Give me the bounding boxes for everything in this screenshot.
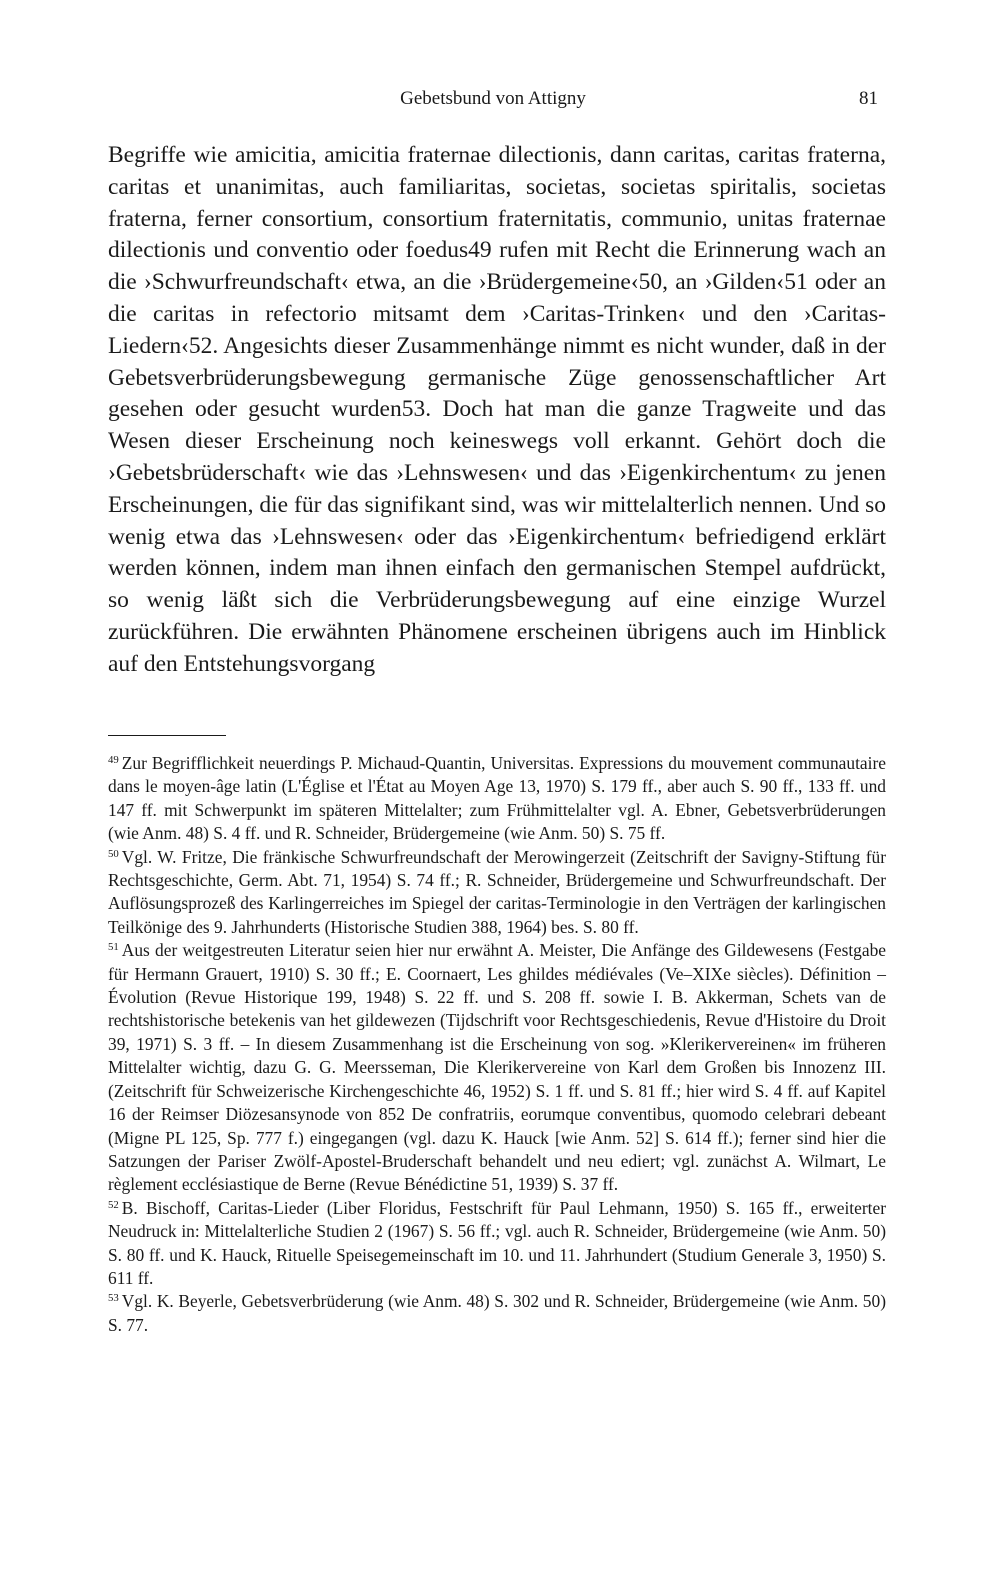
- footnote-rule: [108, 735, 226, 736]
- footnote-text: Vgl. K. Beyerle, Gebetsverbrüderung (wie Anm. 48) S. 302 und R. Schneider, Brüdergemeine (wie Anm. 50) S. 77.: [108, 1291, 886, 1335]
- footnote-number: 51: [108, 941, 119, 954]
- main-text: Begriffe wie amicitia, amicitia fraternae dilectionis, dann caritas, caritas fraterna, caritas et unanimitas, auch familiaritas, societas, societas spiritalis, societas fraterna, ferner consortium, consortium fraternitatis, communio, unitas fraternae dilectionis und conventio oder foedus49 rufen mit Recht die Erinnerung wach an die ›Schwurfreundschaft‹ etwa, an die ›Brüdergemeine‹50, an ›Gilden‹51 oder an die caritas in refectorio mitsamt dem ›Caritas-Trinken‹ und den ›Caritas-Liedern‹52. Angesichts dieser Zusammenhänge nimmt es nicht wunder, daß in der Gebetsverbrüderungsbewegung germanische Züge genossenschaftlicher Art gesehen oder gesucht wurden53. Doch hat man die ganze Tragweite und das Wesen dieser Erscheinung noch keineswegs voll erkannt. Gehört doch die ›Gebetsbrüderschaft‹ wie das ›Lehnswesen‹ und das ›Eigenkirchentum‹ zu jenen Erscheinungen, die für das signifikant sind, was wir mittelalterlich nennen. Und so wenig etwa das ›Lehnswesen‹ oder das ›Eigenkirchentum‹ befriedigend erklärt werden können, indem man ihnen einfach den germanischen Stempel aufdrückt, so wenig läßt sich die Verbrüderungsbewegung auf eine einzige Wurzel zurückführen. Die erwähnten Phänomene erscheinen übrigens auch im Hinblick auf den Entstehungsvorgang: [108, 142, 886, 677]
- footnote-49: [108, 752, 886, 846]
- footnote-51: [108, 939, 886, 1196]
- footnote-text: Zur Begrifflichkeit neuerdings P. Michaud-Quantin, Universitas. Expressions du mouvement communautaire dans le moyen-âge latin (L'Église et l'État au Moyen Age 13, 1970) S. 179 ff., aber auch S. 90 ff., 133 ff. und 147 ff. mit Schwerpunkt im späteren Mittelalter; zum Frühmittelalter vgl. A. Ebner, Gebetsverbrüderungen (wie Anm. 48) S. 4 ff. und R. Schneider, Brüdergemeine (wie Anm. 50) S. 75 ff.: [108, 753, 886, 844]
- footnote-number: 53: [108, 1292, 119, 1305]
- footnotes: [108, 752, 886, 1337]
- footnote-number: 49: [108, 754, 119, 767]
- footnote-text: B. Bischoff, Caritas-Lieder (Liber Floridus, Festschrift für Paul Lehmann, 1950) S. 165 ff., erweiterter Neudruck in: Mittelalterliche Studien 2 (1967) S. 56 ff.; vgl. auch R. Schneider, Brüdergemeine (wie Anm. 50) S. 80 ff. und K. Hauck, Rituelle Speisegemeinschaft im 10. und 11. Jahrhundert (Studium Generale 3, 1950) S. 611 ff.: [108, 1197, 886, 1288]
- footnote-53: [108, 1290, 886, 1337]
- running-title: Gebetsbund von Attigny: [400, 88, 586, 109]
- footnote-text: Vgl. W. Fritze, Die fränkische Schwurfreundschaft der Merowingerzeit (Zeitschrift der Savigny-Stiftung für Rechtsgeschichte, Germ. Abt. 71, 1954) S. 74 ff.; R. Schneider, Brüdergemeine und Schwurfreundschaft. Der Auflösungsprozeß des Karlingerreiches im Spiegel der caritas-Terminologie in den Verträgen der karlingischen Teilkönige des 9. Jahrhunderts (Historische Studien 388, 1964) bes. S. 80 ff.: [108, 846, 886, 937]
- footnote-number: 52: [108, 1198, 119, 1211]
- footnote-52: [108, 1197, 886, 1291]
- footnote-text: Aus der weitgestreuten Literatur seien hier nur erwähnt A. Meister, Die Anfänge des Gildewesens (Festgabe für Hermann Grauert, 1910) S. 30 ff.; E. Coornaert, Les ghildes médiévales (Ve–XIXe siècles). Définition – Évolution (Revue Historique 199, 1948) S. 22 ff. und S. 208 ff. sowie I. B. Akkerman, Schets van de rechtshistorische betekenis van het gildewezen (Tijdschrift voor Rechtsgeschiedenis, Revue d'Histoire du Droit 39, 1971) S. 3 ff. – In diesem Zusammenhang ist die Erscheinung von sog. »Klerikervereinen« im früheren Mittelalter wichtig, dazu G. G. Meersseman, Die Klerikervereine von Karl dem Großen bis Innozenz III. (Zeitschrift für Schweizerische Kirchengeschichte 46, 1952) S. 1 ff. und S. 81 ff.; hier wird S. 4 ff. auf Kapitel 16 der Reimser Diözesansynode von 852 De confratriis, eorumque conventibus, quomodo celebrari debeant (Migne PL 125, Sp. 777 f.) eingegangen (vgl. dazu K. Hauck [wie Anm. 52] S. 614 ff.); ferner sind hier die Satzungen der Pariser Zwölf-Apostel-Bruderschaft behandelt und neu ediert; vgl. zunächst A. Wilmart, Le règlement ecclésiastique de Berne (Revue Bénédictine 51, 1939) S. 37 ff.: [108, 940, 886, 1195]
- running-header: [108, 88, 878, 118]
- page-number: 81: [859, 88, 878, 109]
- footnote-50: [108, 846, 886, 940]
- footnote-number: 50: [108, 847, 119, 860]
